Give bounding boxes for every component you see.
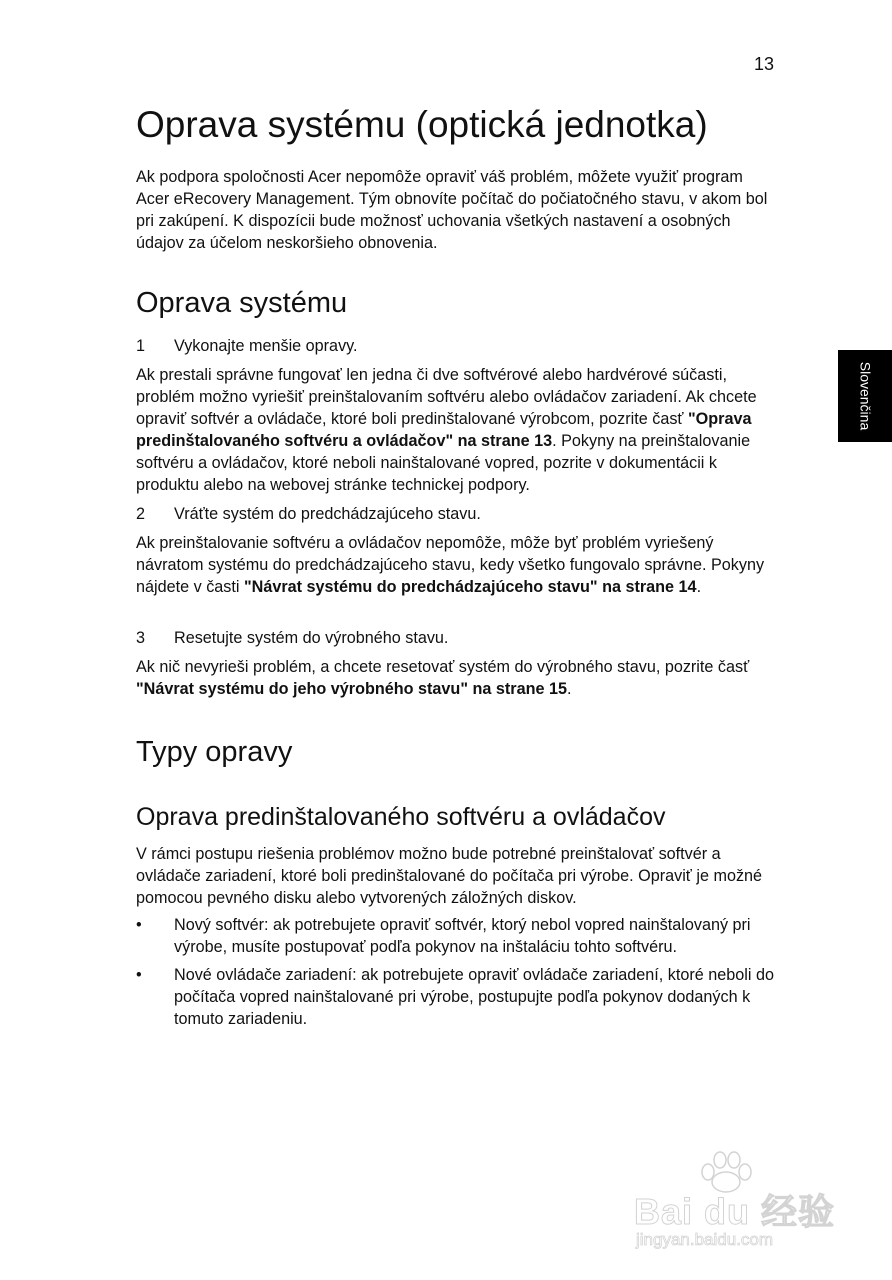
bullet-item: Nové ovládače zariadení: ak potrebujete opraviť ovládače zariadení, ktoré neboli do počítača vopred nainštalované pri výrobe, postupujte podľa pokynov dodaných k tomuto zariadeniu. — [174, 966, 774, 1028]
step3-text-end: . — [566, 680, 572, 698]
step1-link-ref: "Oprava predinštalovaného softvéru a ovládačov" na strane 13 — [136, 410, 752, 450]
step2-link-ref: "Návrat systému do predchádzajúceho stavu" na strane 14 — [243, 578, 697, 596]
watermark-url: jingyan.baidu.com — [636, 1230, 774, 1249]
step1-text-end: . Pokyny na preinštalovanie softvéru a ovládačov, ktoré neboli nainštalované vopred, pozrite v dokumentácii k produktu alebo na webovej stránke technickej podpory. — [136, 432, 751, 494]
subsection-heading: Oprava predinštalovaného softvéru a ovládačov — [136, 803, 666, 831]
page-title: Oprava systému (optická jednotka) — [136, 104, 708, 145]
subsection-paragraph: V rámci postupu riešenia problémov možno bude potrebné preinštalovať softvér a ovládače zariadení, ktoré boli predinštalované do počítača pri výrobe. Opraviť je možné pomocou pevného disku alebo vytvorených záložných diskov. — [136, 845, 763, 907]
step-text: Vráťte systém do predchádzajúceho stavu. — [174, 505, 481, 523]
step-number: 3 — [136, 629, 146, 647]
section-heading-oprava-systemu: Oprava systému — [136, 287, 348, 319]
step2-text-end: . — [696, 578, 702, 596]
step1-paragraph — [136, 364, 776, 496]
step1-text: Ak prestali správne fungovať len jedna či dve softvérové alebo hardvérové súčasti, problém možno vyriešiť preinštalovaním softvéru alebo ovládačov zariadení. Ak chcete opraviť softvér a ovládače, ktoré boli predinštalované výrobcom, pozrite časť — [136, 366, 757, 428]
step-text: Vykonajte menšie opravy. — [174, 337, 358, 355]
step-number: 1 — [136, 337, 146, 355]
step3-link-ref: "Návrat systému do jeho výrobného stavu" na strane 15 — [136, 680, 567, 698]
bullet-item: Nový softvér: ak potrebujete opraviť softvér, ktorý nebol vopred nainštalovaný pri výrobe, musíte postupovať podľa pokynov na inštaláciu tohto softvéru. — [174, 916, 751, 956]
language-tab-label: Slovenčina — [857, 361, 873, 431]
step3-paragraph — [136, 656, 776, 700]
step-text: Resetujte systém do výrobného stavu. — [174, 629, 449, 647]
intro-paragraph: Ak podpora spoločnosti Acer nepomôže opraviť váš problém, môžete využiť program Acer eRecovery Management. Tým obnovíte počítač do počiatočného stavu, v akom bol pri zakúpení. K dispozícii bude možnosť uchovania všetkých nastavení a osobných údajov za účelom neskoršieho obnovenia. — [136, 168, 768, 252]
section-heading-typy-opravy: Typy opravy — [136, 736, 293, 768]
page-number: 13 — [754, 54, 775, 74]
step3-text: Ak nič nevyrieši problém, a chcete resetovať systém do výrobného stavu, pozrite časť — [136, 658, 750, 676]
bullet-marker: • — [136, 966, 142, 984]
language-tab — [838, 350, 892, 442]
step2-paragraph — [136, 532, 776, 598]
watermark-logo: Bai du 经验 — [634, 1191, 836, 1232]
step-number: 2 — [136, 505, 146, 523]
step2-text: Ak preinštalovanie softvéru a ovládačov nepomôže, môže byť problém vyriešený návratom systému do predchádzajúceho stavu, kedy všetko fungovalo správne. Pokyny nájdete v časti — [136, 534, 765, 596]
baidu-watermark — [630, 1150, 850, 1250]
bullet-marker: • — [136, 916, 142, 934]
